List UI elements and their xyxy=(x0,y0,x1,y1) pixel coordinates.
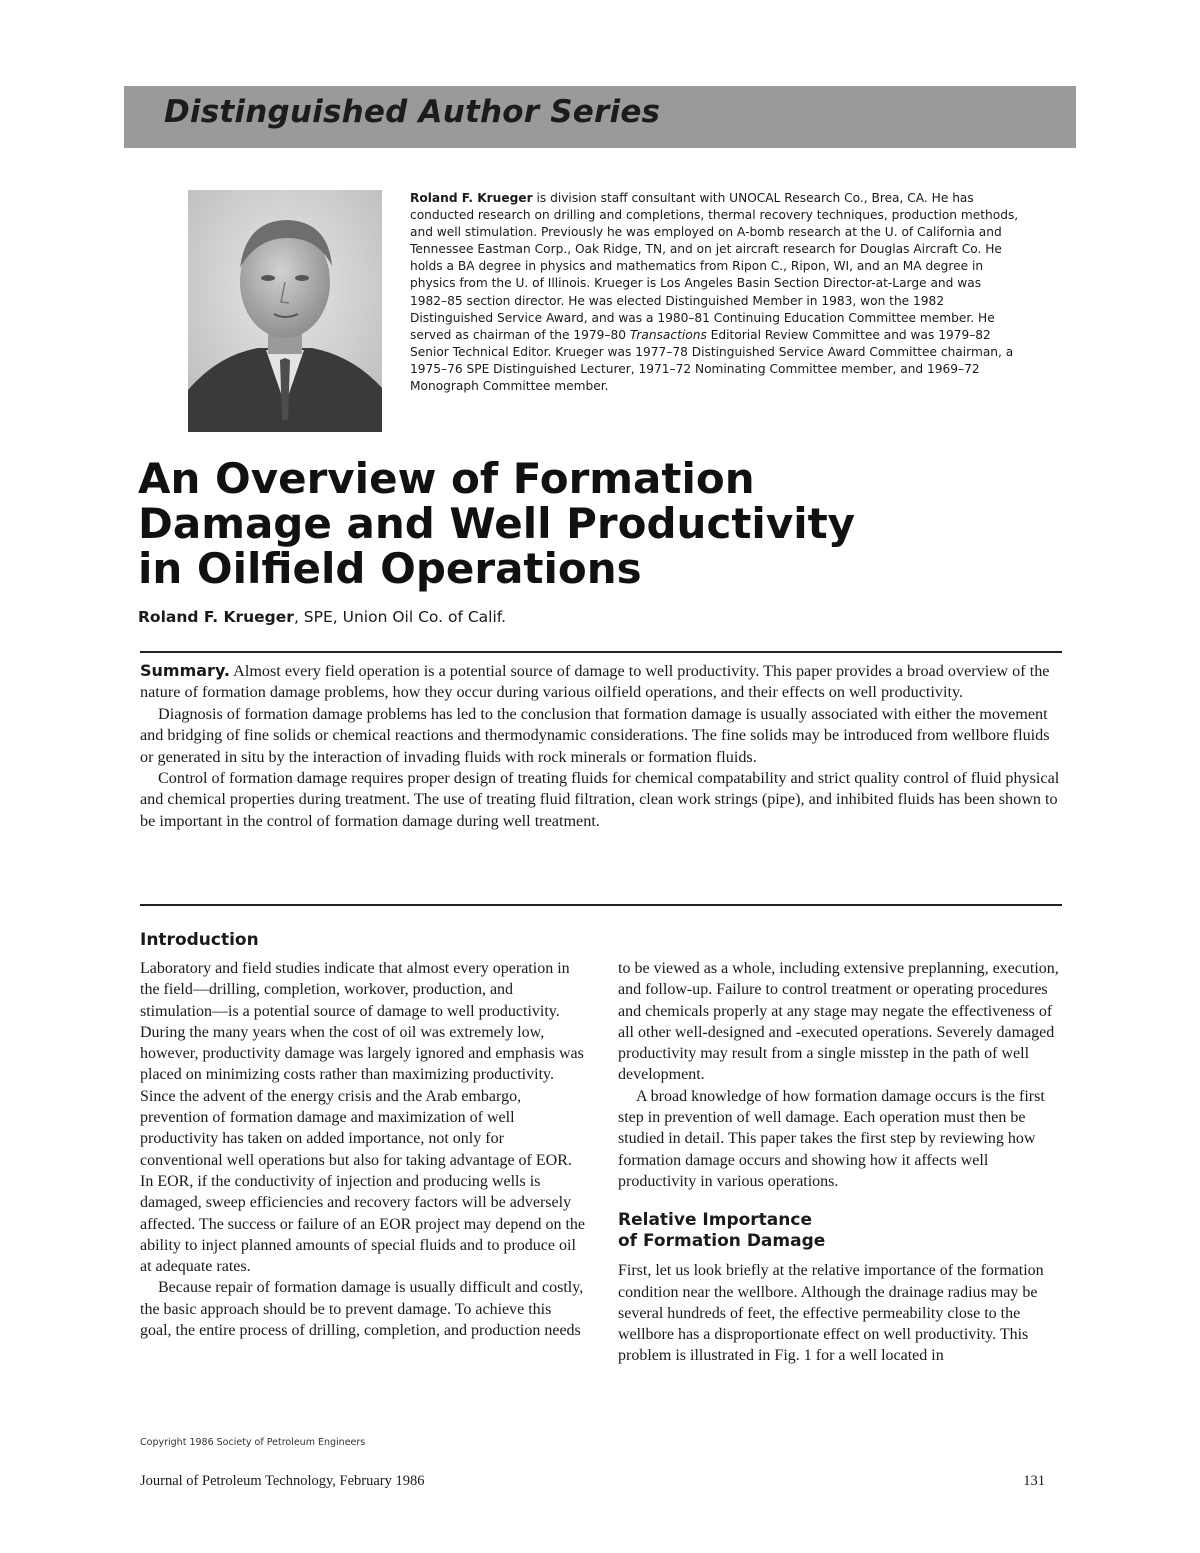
copyright-notice: Copyright 1986 Society of Petroleum Engineers xyxy=(140,1437,366,1448)
body-paragraph: A broad knowledge of how formation damage occurs is the first step in prevention of well damage. Each operation must then be studied in detail. This paper takes the first step by reviewing how formation damage occurs and showing how it affects well productivity in various operations. xyxy=(618,1087,1045,1190)
heading-line: of Formation Damage xyxy=(618,1231,826,1252)
series-banner xyxy=(124,86,1076,148)
byline-author: Roland F. Krueger xyxy=(138,608,294,626)
author-portrait-image xyxy=(188,190,382,432)
bio-text-continued: Editorial Review Committee and was 1979–82 Senior Technical Editor. Krueger was 1977–78 Distinguished Service Award Committee chairman, a 1975–76 SPE Distinguished Lecturer, 1971–72 Nominating Committee member, and 1969–72 Monograph Committee member. xyxy=(410,327,1014,394)
bio-author-name: Roland F. Krueger xyxy=(410,191,533,205)
summary-top-rule xyxy=(140,651,1062,653)
right-column xyxy=(618,958,1064,1367)
introduction-heading: Introduction xyxy=(140,930,259,950)
summary-text: Almost every field operation is a potential source of damage to well productivity. This paper provides a broad overview of the nature of formation damage problems, how they occur during various oilfield operations, and their effects on well productivity. xyxy=(140,662,1050,702)
page-number: 131 xyxy=(1023,1473,1045,1489)
summary-section xyxy=(140,660,1062,832)
heading-line: Relative Importance xyxy=(618,1210,812,1231)
summary-bottom-rule xyxy=(140,904,1062,906)
journal-footer: Journal of Petroleum Technology, February 1986 xyxy=(140,1473,425,1489)
summary-paragraph: Control of formation damage requires proper design of treating fluids for chemical compatability and strict quality control of fluid physical and chemical properties during treatment. The use of treating fluid filtration, clean work strings (pipe), and inhibited fluids has been shown to be important in the control of formation damage during well treatment. xyxy=(140,769,1060,830)
summary-paragraph xyxy=(140,660,1062,704)
body-paragraph: Laboratory and field studies indicate that almost every operation in the field—drilling, completion, workover, production, and stimulation—is a potential source of damage to well productivity. During the many years when the cost of oil was extremely low, however, productivity damage was largely ignored and emphasis was placed on minimizing costs rather than maximizing productivity. Since the advent of the energy crisis and the Arab embargo, prevention of formation damage and maximization of well productivity has taken on added importance, not only for conventional well operations but also for taking advantage of EOR. In EOR, if the conductivity of injection and producing wells is damaged, sweep efficiencies and recovery factors will be adversely affected. The success or failure of an EOR project may depend on the ability to inject planned amounts of special fluids and to produce oil at adequate rates. xyxy=(140,960,586,1276)
bio-text: is division staff consultant with UNOCAL Research Co., Brea, CA. He has conducted research on drilling and completions, thermal recovery techniques, production methods, and well stimulation. Previously he was employed on A-bomb research at the U. of California and Tennessee Eastman Corp., Oak Ridge, TN, and on jet aircraft research for Douglas Aircraft Co. He holds a BA degree in physics and mathematics from Ripon C., Ripon, WI, and an MA degree in physics from the U. of Illinois. Krueger is Los Angeles Basin Section Director-at-Large and was 1982–85 section director. He was elected Distinguished Member in 1983, won the 1982 Distinguished Service Award, and was a 1980–81 Continuing Education Committee member. He served as chairman of the 1979–80 xyxy=(410,191,1019,342)
series-title: Distinguished Author Series xyxy=(164,94,661,130)
bio-transactions: Transactions xyxy=(629,327,707,342)
title-line: Damage and Well Productivity xyxy=(138,499,856,548)
relative-importance-heading xyxy=(618,1210,1064,1252)
byline xyxy=(138,608,1018,626)
body-paragraph: First, let us look briefly at the relative importance of the formation condition near the wellbore. Although the drainage radius may be several hundreds of feet, the effective permeability close to the wellbore has a disproportionate effect on well productivity. This problem is illustrated in Fig. 1 for a well located in xyxy=(618,1262,1044,1365)
body-paragraph: to be viewed as a whole, including extensive preplanning, execution, and follow-up. Failure to control treatment or operating procedures and chemicals properly at any stage may negate the effectiveness of all other well-designed and -executed operations. Severely damaged productivity may result from a single misstep in the path of well development. xyxy=(618,960,1059,1084)
title-line: An Overview of Formation xyxy=(138,454,755,503)
left-column xyxy=(140,958,586,1341)
body-paragraph: Because repair of formation damage is usually difficult and costly, the basic approach should be to prevent damage. To achieve this goal, the entire process of drilling, completion, and production needs xyxy=(140,1279,584,1340)
author-bio xyxy=(410,190,1022,395)
article-title xyxy=(138,456,1018,591)
byline-affiliation: , SPE, Union Oil Co. of Calif. xyxy=(293,608,507,626)
summary-paragraph: Diagnosis of formation damage problems has led to the conclusion that formation damage is usually associated with either the movement and bridging of fine solids or chemical reactions and thermodynamic considerations. The fine solids may be introduced from wellbore fluids or generated in situ by the interaction of invading fluids with rock minerals or formation fluids. xyxy=(140,704,1050,766)
title-line: in Oilfield Operations xyxy=(138,544,642,593)
summary-lead: Summary. xyxy=(140,661,230,680)
author-photo xyxy=(188,190,382,432)
